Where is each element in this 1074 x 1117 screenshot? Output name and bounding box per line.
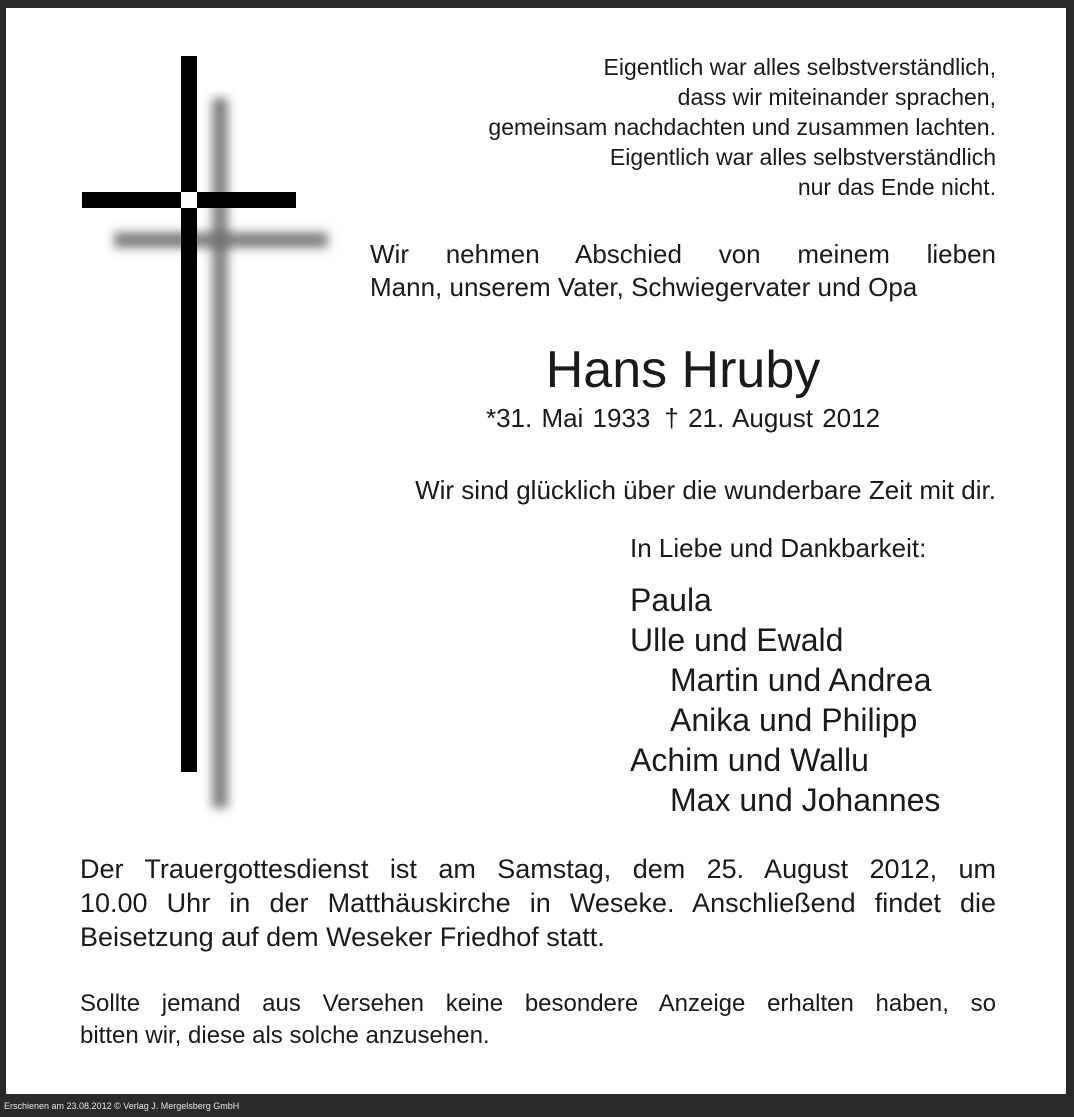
birth-date: *31. Mai 1933 (485, 403, 651, 433)
cross-shadow-horizontal (114, 232, 328, 248)
footer-credit: Erschienen am 23.08.2012 © Verlag J. Mergelsberg GmbH (4, 1101, 240, 1111)
service-line: Beisetzung auf dem Weseker Friedhof statt. (80, 922, 605, 952)
notice-line: bitten wir, diese als solche anzusehen. (80, 1022, 490, 1049)
grateful-text: Wir sind glücklich über die wunderbare Zeit mit dir. (415, 475, 996, 505)
farewell-intro (370, 238, 996, 304)
family-member: Ulle und Ewald (630, 622, 844, 658)
life-dates (370, 402, 996, 434)
dedication-line: In Liebe und Dankbarkeit: (630, 533, 927, 563)
poem-line: Eigentlich war alles selbstverständlich, (603, 54, 996, 80)
poem-line: Eigentlich war alles selbstverständlich (609, 144, 996, 170)
poem-line: gemeinsam nachdachten und zusammen lachten. (488, 114, 996, 140)
notice-text (80, 988, 996, 1052)
cross-icon-vertical-beam (181, 56, 197, 772)
family-member: Max und Johannes (670, 782, 941, 818)
deceased-name: Hans Hruby (545, 341, 821, 399)
service-line: 10.00 Uhr in der Matthäuskirche in Weseke. Anschließend findet die (80, 888, 996, 918)
service-line: Der Trauergottesdienst ist am Samstag, dem 25. August 2012, um (80, 854, 996, 884)
intro-line: Mann, unserem Vater, Schwiegervater und Opa (370, 272, 918, 302)
service-announcement (80, 852, 996, 954)
family-member: Martin und Andrea (670, 662, 932, 698)
family-member: Anika und Philipp (670, 702, 918, 738)
family-member: Paula (630, 582, 712, 618)
poem (488, 52, 996, 202)
poem-line: nur das Ende nicht. (797, 174, 996, 200)
death-date: † 21. August 2012 (664, 403, 881, 433)
poem-line: dass wir miteinander sprachen, (677, 84, 996, 110)
family-member: Achim und Wallu (630, 742, 869, 778)
cross-icon-center-gap (181, 192, 197, 208)
intro-line: Wir nehmen Abschied von meinem lieben (370, 239, 996, 269)
notice-line: Sollte jemand aus Versehen keine besondere Anzeige erhalten haben, so (80, 990, 996, 1017)
family-list (630, 580, 940, 820)
